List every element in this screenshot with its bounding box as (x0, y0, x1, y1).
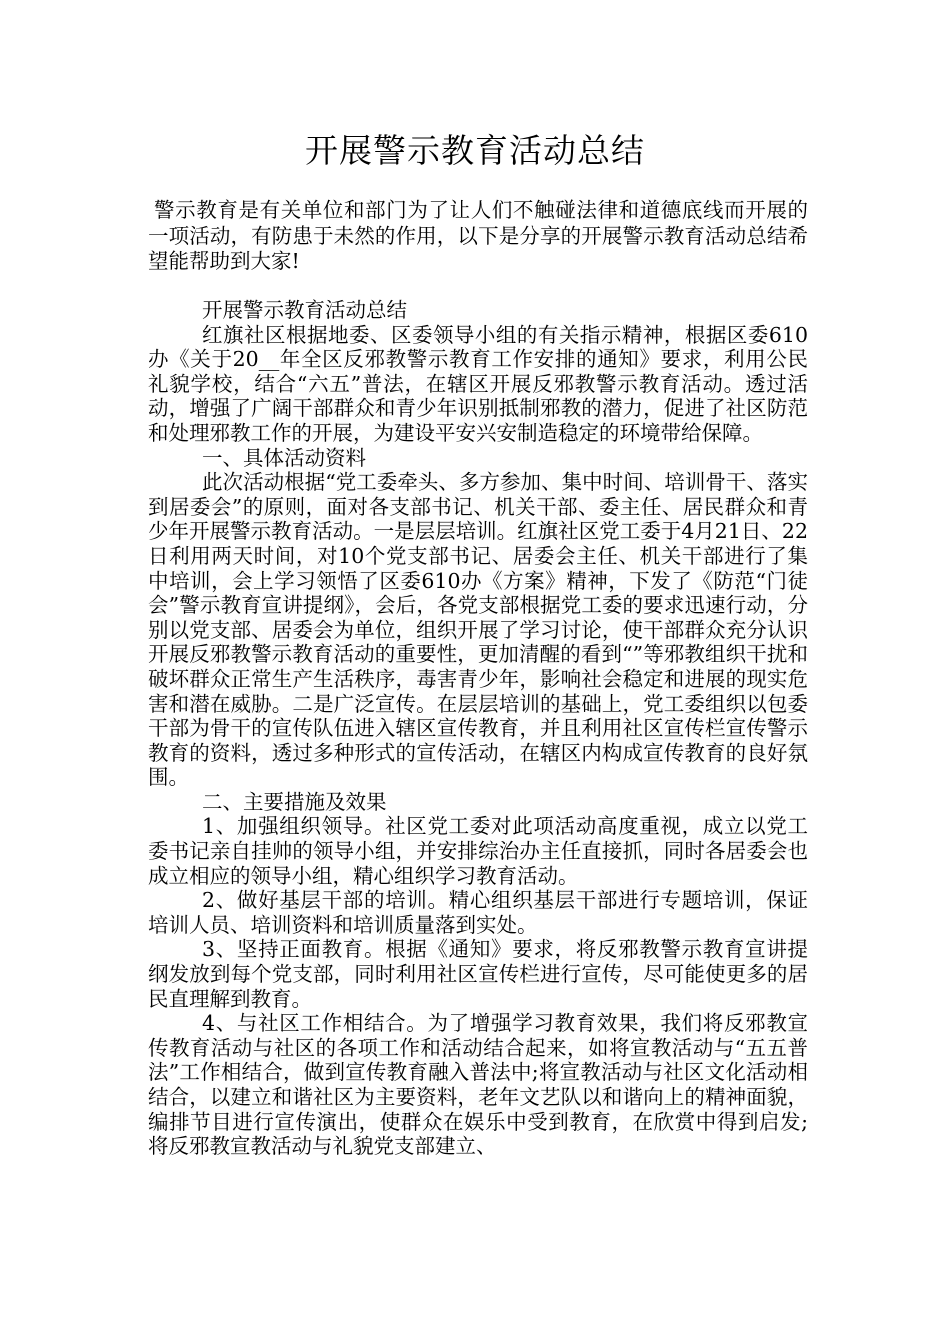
section-heading: 开展警示教育活动总结 (202, 298, 407, 322)
body-paragraph: 4、与社区工作相结合。为了增强学习教育效果，我们将反邪教宣传教育活动与社区的各项工作和活动结合起来，如将宣教活动与“五五普法”工作相结合，做到宣传教育融入普法中;将宣教活动与社区文化活动相结合，以建立和谐社区为主要资料，老年文艺队以和谐向上的精神面貌，编排节目进行宣传演出，使群众在娱乐中受到教育，在欣赏中得到启发;将反邪教宣教活动与礼貌党支部建立、 (148, 1011, 808, 1159)
section-heading: 一、具体活动资料 (202, 445, 366, 470)
intro-paragraph: 警示教育是有关单位和部门为了让人们不触碰法律和道德底线而开展的一项活动，有防患于未然的作用，以下是分享的开展警示教育活动总结希望能帮助到大家! (148, 198, 808, 273)
document-body (148, 298, 808, 1159)
section-heading: 二、主要措施及效果 (202, 789, 387, 814)
body-paragraph: 红旗社区根据地委、区委领导小组的有关指示精神，根据区委610办《关于20__年全区反邪教警示教育工作安排的通知》要求，利用公民礼貌学校，结合“六五”普法，在辖区开展反邪教警示教育活动。透过活动，增强了广阔干部群众和青少年识别抵制邪教的潜力，促进了社区防范和处理邪教工作的开展，为建设平安兴安制造稳定的环境带给保障。 (148, 322, 808, 445)
body-paragraph: 此次活动根据“党工委牵头、多方参加、集中时间、培训骨干、落实到居委会”的原则，面对各支部书记、机关干部、委主任、居民群众和青少年开展警示教育活动。一是层层培训。红旗社区党工委于4月21日、22日利用两天时间，对10个党支部书记、居委会主任、机关干部进行了集中培训，会上学习领悟了区委610办《方案》精神，下发了《防范“门徒会”警示教育宣讲提纲》，会后，各党支部根据党工委的要求迅速行动，分别以党支部、居委会为单位，组织开展了学习讨论，使干部群众充分认识开展反邪教警示教育活动的重要性，更加清醒的看到“”等邪教组织干扰和破坏群众正常生产生活秩序，毒害青少年，影响社会稳定和进展的现实危害和潜在威胁。二是广泛宣传。在层层培训的基础上，党工委组织以包委干部为骨干的宣传队伍进入辖区宣传教育，并且利用社区宣传栏宣传警示教育的资料，透过多种形式的宣传活动，在辖区内构成宣传教育的良好氛围。 (148, 470, 808, 790)
body-paragraph: 1、加强组织领导。社区党工委对此项活动高度重视，成立以党工委书记亲自挂帅的领导小组，并安排综治办主任直接抓，同时各居委会也成立相应的领导小组，精心组织学习教育活动。 (148, 814, 808, 888)
document-title: 开展警示教育活动总结 (305, 131, 645, 170)
body-paragraph: 3、坚持正面教育。根据《通知》要求，将反邪教警示教育宣讲提纲发放到每个党支部，同时利用社区宣传栏进行宣传，尽可能使更多的居民直理解到教育。 (148, 937, 808, 1011)
body-paragraph: 2、做好基层干部的培训。精心组织基层干部进行专题培训，保证培训人员、培训资料和培训质量落到实处。 (148, 888, 808, 937)
